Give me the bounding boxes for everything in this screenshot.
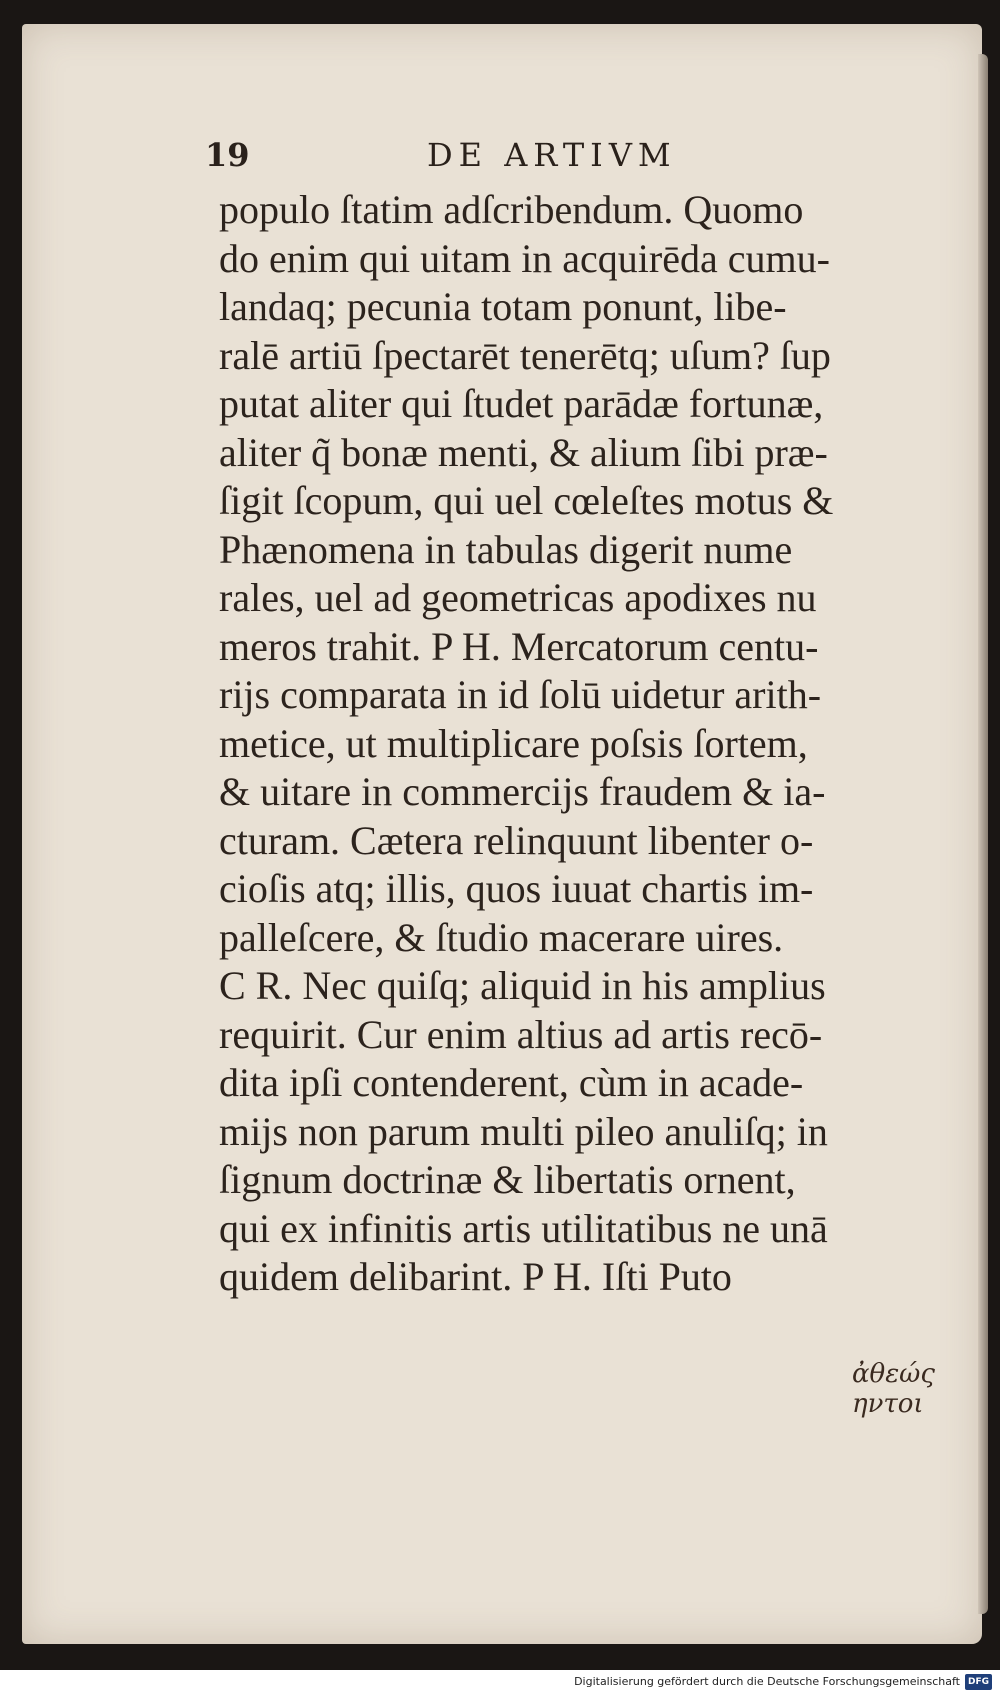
text-line: cturam. Cætera relinquunt libenter o- [219,817,814,863]
text-line: do enim qui uitam in acquirēda cumu- [219,235,830,281]
handwritten-annotation: ἀθεώς ηντοι [852,1359,935,1419]
text-line: rijs comparata in id ſolū uidetur arith- [219,672,822,717]
text-line: ſigit ſcopum, qui uel cœleſtes motus & [219,478,834,523]
text-line: quidem delibarint. P H. Iſti Puto [219,1254,732,1299]
text-line: rales, uel ad geometricas apodixes nu [219,575,817,620]
running-title: DE ARTIVM [427,136,677,174]
text-line: dita ipſi contenderent, cùm in acade- [219,1060,804,1105]
text-line: ralē artiū ſpectarēt tenerētq; uſum? ſup [219,332,831,378]
text-line: palleſcere, & ſtudio macerare uires. [219,914,784,960]
text-line: populo ſtatim adſcribendum. Quomo [219,187,804,232]
body-text [219,186,899,1302]
text-line: qui ex infinitis artis utilitatibus ne unā [219,1205,828,1251]
text-line: mijs non parum multi pileo anuliſq; in [219,1108,828,1154]
dfg-logo: DFG [965,1674,992,1690]
text-line: C R. Nec quiſq; aliquid in his amplius [219,963,826,1008]
text-line: putat aliter qui ſtudet parādæ fortunæ, [219,381,824,426]
text-line: aliter q̃ bonæ menti, & alium ſibi præ- [219,429,828,475]
text-line: landaq; pecunia totam ponunt, libe- [219,284,787,329]
text-line: & uitare in commercijs fraudem & ia- [219,769,826,814]
text-line: metice, ut multiplicare poſsis ſortem, [219,720,808,766]
text-line: requirit. Cur enim altius ad artis recō- [219,1011,823,1057]
funding-credit: Digitalisierung gefördert durch die Deutsche Forschungsgemeinschaft [574,1675,960,1688]
text-line: cioſis atq; illis, quos iuuat chartis im- [219,866,814,911]
text-line: Phænomena in tabulas digerit nume [219,526,793,572]
running-head [197,124,797,174]
text-line: ſignum doctrinæ & libertatis ornent, [219,1157,796,1202]
text-line: meros trahit. P H. Mercatorum centu- [219,623,819,669]
book-page [22,24,982,1644]
page-number: 19 [205,136,250,174]
footer-bar [0,1670,1000,1695]
